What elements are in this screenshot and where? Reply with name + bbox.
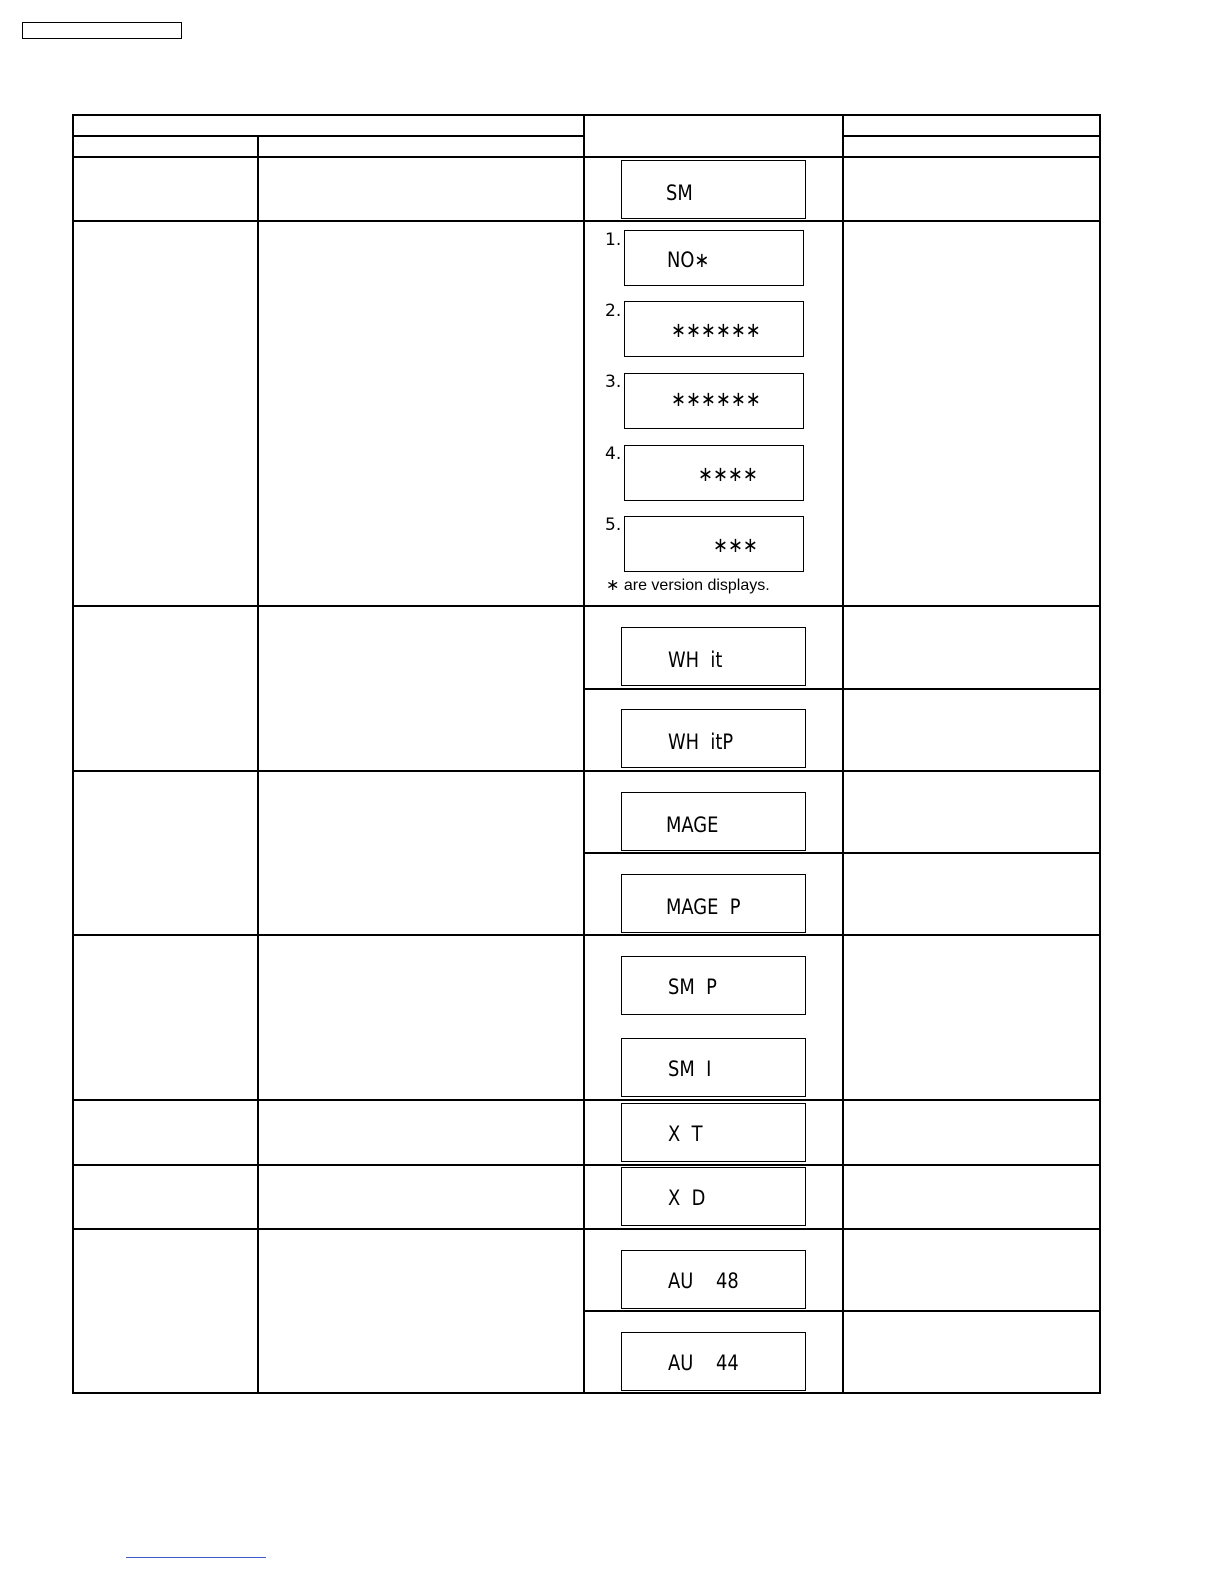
footer-link[interactable] xyxy=(126,1557,266,1558)
display-panel-sm xyxy=(621,160,806,219)
display-text: ∗∗∗∗∗∗ xyxy=(671,318,761,342)
row-divider xyxy=(73,1099,1101,1101)
display-panel-sm-i xyxy=(621,1038,806,1097)
row-divider xyxy=(73,934,1101,936)
display-text: AU 44 xyxy=(668,1351,739,1375)
table-header-bottom xyxy=(73,156,1101,158)
page-header-box xyxy=(22,22,182,39)
version-display-panel xyxy=(624,230,804,286)
display-text: SM xyxy=(666,181,693,205)
version-note: ∗ are version displays. xyxy=(606,577,770,594)
version-item-number: 3. xyxy=(605,372,622,392)
display-text: MAGE P xyxy=(666,895,741,919)
table-border-left xyxy=(72,114,74,1394)
display-text: AU 48 xyxy=(668,1269,739,1293)
display-panel-mage xyxy=(621,792,806,851)
display-text: NO∗ xyxy=(667,248,710,272)
version-display-panel xyxy=(624,516,804,572)
display-text: SM P xyxy=(668,975,717,999)
column-divider xyxy=(257,135,259,1394)
display-text: ∗∗∗∗∗∗ xyxy=(671,387,761,411)
display-panel-au-44 xyxy=(621,1332,806,1391)
version-display-panel xyxy=(624,301,804,357)
display-panel-wh-it xyxy=(621,627,806,686)
column-divider xyxy=(842,114,844,1394)
display-panel-wh-itp xyxy=(621,709,806,768)
display-text: ∗∗∗ xyxy=(713,533,758,557)
table-border-right xyxy=(1099,114,1101,1394)
version-item-number: 4. xyxy=(605,444,622,464)
table-header-divider-left xyxy=(73,135,585,137)
display-panel-x-d xyxy=(621,1167,806,1226)
column-divider xyxy=(583,114,585,1394)
version-item-number: 5. xyxy=(605,515,622,535)
display-panel-x-t xyxy=(621,1103,806,1162)
display-text: WH it xyxy=(668,648,723,672)
display-text: ∗∗∗∗ xyxy=(698,462,758,486)
row-divider xyxy=(73,1164,1101,1166)
display-text: MAGE xyxy=(666,813,719,837)
version-display-panel xyxy=(624,445,804,501)
display-text: X T xyxy=(668,1122,703,1146)
table-header-divider-right xyxy=(843,135,1101,137)
table-border-bottom xyxy=(73,1392,1101,1394)
display-text: X D xyxy=(668,1186,706,1210)
display-panel-sm-p xyxy=(621,956,806,1015)
display-text: SM I xyxy=(668,1057,712,1081)
row-divider xyxy=(73,220,1101,222)
version-item-number: 2. xyxy=(605,301,622,321)
row-divider xyxy=(73,1228,1101,1230)
display-panel-mage-p xyxy=(621,874,806,933)
display-panel-au-48 xyxy=(621,1250,806,1309)
version-display-panel xyxy=(624,373,804,429)
display-text: WH itP xyxy=(668,730,734,754)
row-divider xyxy=(73,605,1101,607)
table-border-top xyxy=(73,114,1101,116)
version-item-number: 1. xyxy=(605,230,622,250)
row-divider xyxy=(73,770,1101,772)
